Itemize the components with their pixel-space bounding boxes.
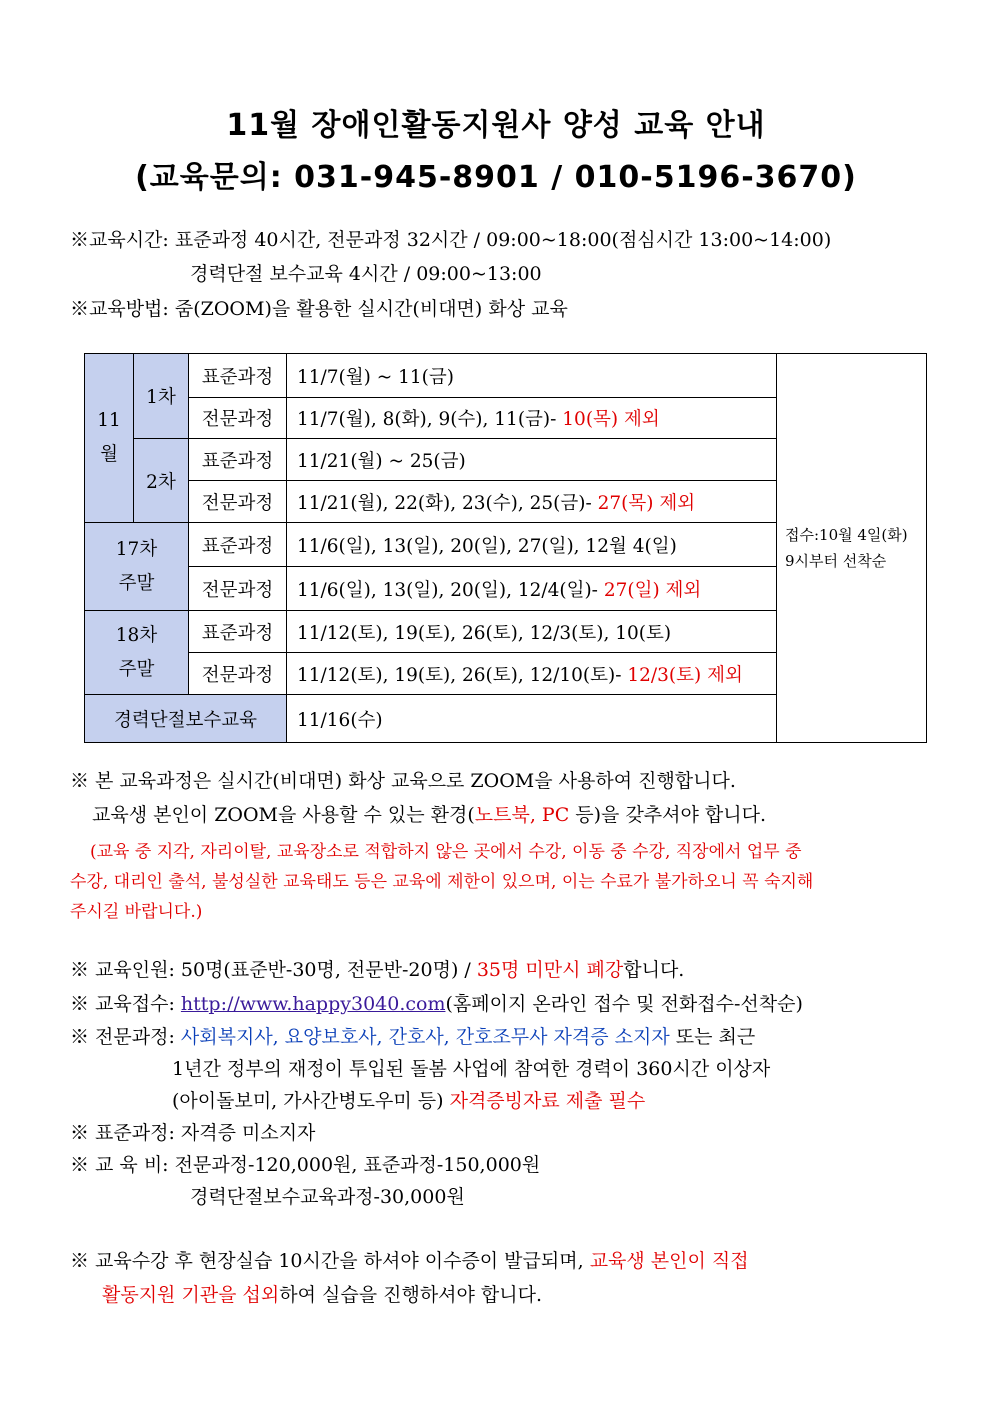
round-2-cell: 2차 xyxy=(134,439,189,523)
weekend18-standard-dates: 11/12(토), 19(토), 26(토), 12/3(토), 10(토) xyxy=(287,611,777,653)
inquiry-phone-title: (교육문의: 031-945-8901 / 010-5196-3670) xyxy=(135,160,857,195)
special-course-line-2: 1년간 정부의 재정이 투입된 돌봄 사업에 참여한 경력이 360시간 이상자 xyxy=(172,1058,771,1080)
weekend-17-cell: 17차 주말 xyxy=(85,523,189,611)
special-course-line: ※ 전문과정: 사회복지사, 요양보호사, 간호사, 간호조무사 자격증 소지자 또는 최근 xyxy=(70,1026,756,1048)
standard-course-line: ※ 표준과정: 자격증 미소지자 xyxy=(70,1122,316,1144)
registration-date: 접수:10월 4일(화) xyxy=(785,526,908,544)
apply-line: ※ 교육접수: http://www.happy3040.com(홈페이지 온라인 접수 및 전화접수-선착순) xyxy=(70,993,803,1015)
registration-order: 9시부터 선착순 xyxy=(785,552,887,570)
round1-special-dates: 11/7(월), 8(화), 9(수), 11(금)- 10(목) 제외 xyxy=(287,398,777,439)
course-standard: 표준과정 xyxy=(189,439,287,481)
career-break-date: 11/16(수) xyxy=(287,695,777,743)
note-environment: 교육생 본인이 ZOOM을 사용할 수 있는 환경(노트북, PC 등)을 갖추셔야 합니다. xyxy=(92,804,767,826)
weekend17-standard-dates: 11/6(일), 13(일), 20(일), 27(일), 12월 4(일) xyxy=(287,523,777,567)
warning-line-3: 주시길 바랍니다.) xyxy=(70,902,203,922)
round-1-cell: 1차 xyxy=(134,354,189,439)
apply-website-link[interactable]: http://www.happy3040.com xyxy=(180,993,446,1015)
fee-line-2: 경력단절보수교육과정-30,000원 xyxy=(190,1186,465,1208)
career-break-cell: 경력단절보수교육 xyxy=(85,695,287,743)
fee-line: ※ 교 육 비: 전문과정-120,000원, 표준과정-150,000원 xyxy=(70,1154,541,1176)
course-standard: 표준과정 xyxy=(189,523,287,567)
course-special: 전문과정 xyxy=(189,567,287,611)
edu-method-line xyxy=(70,297,568,321)
registration-cell xyxy=(777,354,927,743)
round2-special-dates: 11/21(월), 22(화), 23(수), 25(금)- 27(목) 제외 xyxy=(287,481,777,523)
course-standard: 표준과정 xyxy=(189,611,287,653)
capacity-line: ※ 교육인원: 50명(표준반-30명, 전문반-20명) / 35명 미만시 폐강합니다. xyxy=(70,959,685,981)
round1-standard-dates: 11/7(월) ~ 11(금) xyxy=(287,354,777,398)
weekend17-special-dates: 11/6(일), 13(일), 20(일), 12/4(일)- 27(일) 제외 xyxy=(287,567,777,611)
edu-time-value: 표준과정 40시간, 전문과정 32시간 / 09:00~18:00(점심시간 13:00~14:00) xyxy=(174,229,832,251)
weekend18-special-dates: 11/12(토), 19(토), 26(토), 12/10(토)- 12/3(토) 제외 xyxy=(287,653,777,695)
edu-method-label: ※교육방법: xyxy=(70,298,169,320)
course-special: 전문과정 xyxy=(189,653,287,695)
course-special: 전문과정 xyxy=(189,481,287,523)
edu-time-label: ※교육시간: xyxy=(70,229,169,251)
weekend-18-cell: 18차 주말 xyxy=(85,611,189,695)
course-standard: 표준과정 xyxy=(189,354,287,398)
month-cell: 11 월 xyxy=(85,354,134,523)
course-special: 전문과정 xyxy=(189,398,287,439)
round2-standard-dates: 11/21(월) ~ 25(금) xyxy=(287,439,777,481)
special-course-line-3: (아이돌보미, 가사간병도우미 등) 자격증빙자료 제출 필수 xyxy=(172,1090,646,1112)
page-title: 11월 장애인활동지원사 양성 교육 안내 xyxy=(226,108,766,143)
practice-line-2: 활동지원 기관을 섭외하여 실습을 진행하셔야 합니다. xyxy=(102,1284,543,1306)
practice-line: ※ 교육수강 후 현장실습 10시간을 하셔야 이수증이 발급되며, 교육생 본인이 직접 xyxy=(70,1250,749,1272)
edu-method-value: 줌(ZOOM)을 활용한 실시간(비대면) 화상 교육 xyxy=(174,298,568,320)
schedule-table xyxy=(84,353,927,743)
warning-line-1: (교육 중 지각, 자리이탈, 교육장소로 적합하지 않은 곳에서 수강, 이동 중 수강, 직장에서 업무 중 xyxy=(90,842,802,862)
edu-time-line xyxy=(70,228,831,252)
edu-time-line-2: 경력단절 보수교육 4시간 / 09:00~13:00 xyxy=(190,263,542,285)
note-zoom: ※ 본 교육과정은 실시간(비대면) 화상 교육으로 ZOOM을 사용하여 진행합니다. xyxy=(70,770,736,792)
warning-line-2: 수강, 대리인 출석, 불성실한 교육태도 등은 교육에 제한이 있으며, 이는 수료가 불가하오니 꼭 숙지해 xyxy=(70,872,814,892)
